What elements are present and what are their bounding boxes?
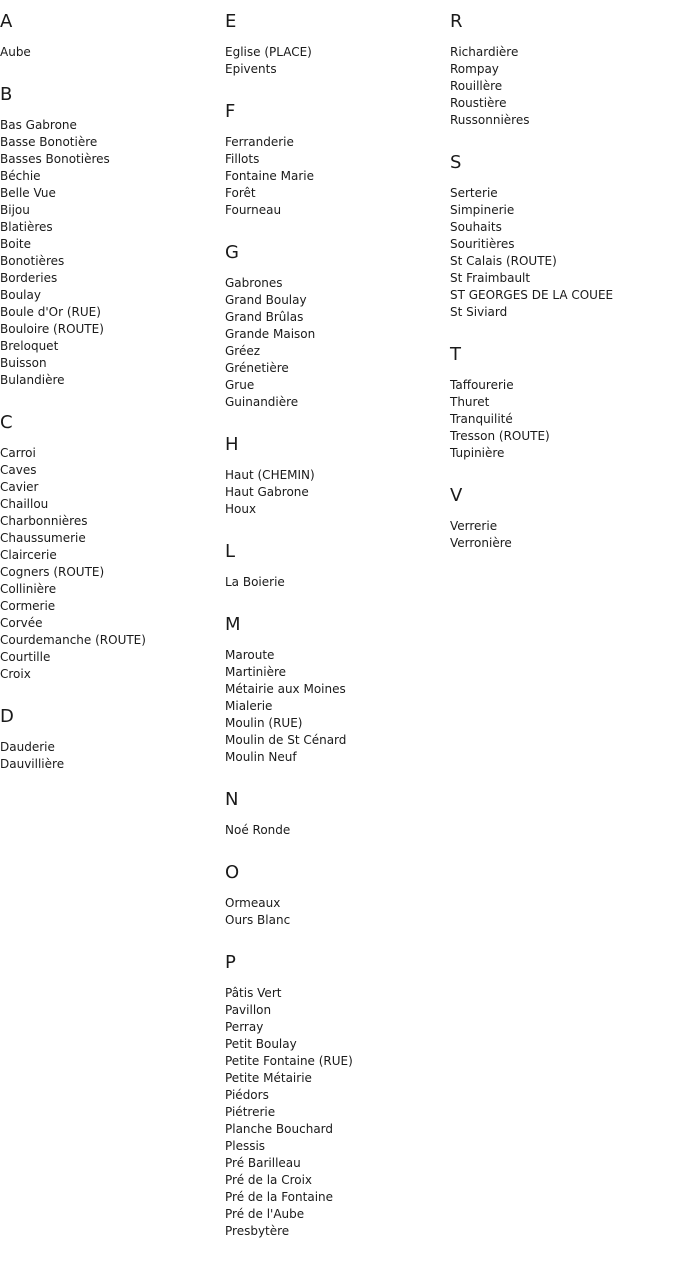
- street-name: Dauvillière: [0, 757, 65, 771]
- street-list: [225, 822, 445, 839]
- section-letter-heading: N: [225, 789, 239, 810]
- street-name: Grand Boulay: [225, 293, 307, 307]
- street-name: Presbytère: [225, 1224, 290, 1238]
- street-name: Basse Bonotière: [0, 135, 98, 149]
- street-name: Collinière: [0, 582, 57, 596]
- section-letter-heading: G: [225, 242, 239, 263]
- street-name: Rouillère: [450, 79, 503, 93]
- letter-section: [225, 613, 445, 766]
- street-list: [0, 117, 220, 389]
- street-name: Ours Blanc: [225, 913, 291, 927]
- street-name: Russonnières: [450, 113, 530, 127]
- letter-section: [450, 484, 670, 552]
- section-letter-heading: T: [450, 344, 461, 365]
- street-name: Rompay: [450, 62, 499, 76]
- street-name: Epivents: [225, 62, 277, 76]
- street-name: Boule d'Or (RUE): [0, 305, 101, 319]
- street-list: [225, 574, 445, 591]
- street-name: Bulandière: [0, 373, 65, 387]
- street-name: St Siviard: [450, 305, 508, 319]
- street-name: Moulin (RUE): [225, 716, 303, 730]
- street-name: Fontaine Marie: [225, 169, 314, 183]
- section-letter-heading: F: [225, 101, 236, 122]
- section-letter-heading: L: [225, 541, 236, 562]
- street-name: Boite: [0, 237, 31, 251]
- street-name: Borderies: [0, 271, 58, 285]
- street-name: Belle Vue: [0, 186, 56, 200]
- street-name: Fourneau: [225, 203, 282, 217]
- street-name: Pré de la Croix: [225, 1173, 313, 1187]
- street-name: Gréez: [225, 344, 261, 358]
- street-name: Taffourerie: [450, 378, 514, 392]
- street-name: ST GEORGES DE LA COUEE: [450, 288, 614, 302]
- street-name: Ferranderie: [225, 135, 294, 149]
- street-name: St Calais (ROUTE): [450, 254, 557, 268]
- section-letter-heading: H: [225, 434, 239, 455]
- street-name: Haut (CHEMIN): [225, 468, 315, 482]
- street-name: Chaussumerie: [0, 531, 86, 545]
- index-column-3: [450, 10, 670, 574]
- street-name: Fillots: [225, 152, 260, 166]
- letter-section: [0, 10, 220, 61]
- street-name: Petit Boulay: [225, 1037, 297, 1051]
- section-letter-heading: V: [450, 485, 463, 506]
- street-name: Béchie: [0, 169, 41, 183]
- street-name: Piétrerie: [225, 1105, 276, 1119]
- street-list: [225, 895, 445, 929]
- street-name: Pavillon: [225, 1003, 272, 1017]
- street-name: Maroute: [225, 648, 275, 662]
- street-list: [450, 44, 670, 129]
- section-letter-heading: M: [225, 614, 241, 635]
- street-name: Petite Métairie: [225, 1071, 312, 1085]
- street-list: [450, 185, 670, 321]
- street-name: Guinandière: [225, 395, 299, 409]
- street-name: Cavier: [0, 480, 39, 494]
- street-list: [225, 467, 445, 518]
- letter-section: [225, 100, 445, 219]
- section-letter-heading: E: [225, 11, 237, 32]
- street-name: Croix: [0, 667, 31, 681]
- street-name: Aube: [0, 45, 31, 59]
- street-name: Haut Gabrone: [225, 485, 309, 499]
- street-list: [0, 445, 220, 683]
- letter-section: [225, 433, 445, 518]
- street-name: Corvée: [0, 616, 43, 630]
- street-name: Perray: [225, 1020, 264, 1034]
- street-name: Courdemanche (ROUTE): [0, 633, 146, 647]
- street-name: Blatières: [0, 220, 53, 234]
- letter-section: [450, 10, 670, 129]
- street-name: Grande Maison: [225, 327, 316, 341]
- street-list: [450, 518, 670, 552]
- street-name: Petite Fontaine (RUE): [225, 1054, 353, 1068]
- street-name: Verronière: [450, 536, 512, 550]
- letter-section: [225, 241, 445, 411]
- street-name: Roustière: [450, 96, 507, 110]
- section-letter-heading: B: [0, 84, 13, 105]
- street-name: Bouloire (ROUTE): [0, 322, 104, 336]
- street-list: [0, 44, 220, 61]
- street-list: [225, 275, 445, 411]
- street-list: [225, 44, 445, 78]
- street-name: La Boierie: [225, 575, 285, 589]
- street-name: Martinière: [225, 665, 287, 679]
- street-list: [225, 985, 445, 1240]
- index-column-1: [0, 10, 220, 795]
- letter-section: [0, 83, 220, 389]
- street-list: [0, 739, 220, 773]
- street-name: St Fraimbault: [450, 271, 531, 285]
- street-name: Courtille: [0, 650, 51, 664]
- street-name: Gabrones: [225, 276, 283, 290]
- street-name: Bas Gabrone: [0, 118, 77, 132]
- street-name: Charbonnières: [0, 514, 88, 528]
- street-name: Richardière: [450, 45, 519, 59]
- letter-section: [225, 540, 445, 591]
- street-name: Tresson (ROUTE): [450, 429, 550, 443]
- street-name: Pré Barilleau: [225, 1156, 301, 1170]
- section-letter-heading: R: [450, 11, 463, 32]
- street-name: Buisson: [0, 356, 47, 370]
- street-name: Verrerie: [450, 519, 498, 533]
- street-name: Grénetière: [225, 361, 289, 375]
- index-column-2: [225, 10, 445, 1262]
- street-name: Houx: [225, 502, 257, 516]
- street-name: Tupinière: [450, 446, 505, 460]
- letter-section: [225, 10, 445, 78]
- street-name: Cogners (ROUTE): [0, 565, 105, 579]
- letter-section: [450, 343, 670, 462]
- street-name: Breloquet: [0, 339, 59, 353]
- letter-section: [0, 411, 220, 683]
- street-name: Noé Ronde: [225, 823, 291, 837]
- street-name: Ormeaux: [225, 896, 281, 910]
- letter-section: [0, 705, 220, 773]
- street-name: Piédors: [225, 1088, 269, 1102]
- street-name: Métairie aux Moines: [225, 682, 346, 696]
- street-name: Grue: [225, 378, 255, 392]
- street-name: Bijou: [0, 203, 30, 217]
- street-list: [450, 377, 670, 462]
- section-letter-heading: S: [450, 152, 462, 173]
- street-name: Souhaits: [450, 220, 502, 234]
- street-name: Basses Bonotières: [0, 152, 110, 166]
- street-name: Tranquilité: [450, 412, 513, 426]
- section-letter-heading: A: [0, 11, 13, 32]
- street-name: Grand Brûlas: [225, 310, 304, 324]
- letter-section: [225, 861, 445, 929]
- street-name: Simpinerie: [450, 203, 515, 217]
- street-name: Claircerie: [0, 548, 57, 562]
- street-list: [225, 647, 445, 766]
- street-name: Dauderie: [0, 740, 55, 754]
- street-name: Boulay: [0, 288, 41, 302]
- street-name: Pâtis Vert: [225, 986, 282, 1000]
- street-name: Chaillou: [0, 497, 49, 511]
- street-name: Moulin Neuf: [225, 750, 297, 764]
- section-letter-heading: P: [225, 952, 236, 973]
- street-name: Serterie: [450, 186, 498, 200]
- section-letter-heading: O: [225, 862, 240, 883]
- street-name: Pré de la Fontaine: [225, 1190, 334, 1204]
- street-name: Moulin de St Cénard: [225, 733, 347, 747]
- street-list: [225, 134, 445, 219]
- street-name: Planche Bouchard: [225, 1122, 334, 1136]
- street-name: Thuret: [450, 395, 490, 409]
- letter-section: [225, 788, 445, 839]
- street-name: Eglise (PLACE): [225, 45, 312, 59]
- street-name: Souritières: [450, 237, 515, 251]
- street-name: Plessis: [225, 1139, 266, 1153]
- section-letter-heading: C: [0, 412, 13, 433]
- street-name: Forêt: [225, 186, 256, 200]
- letter-section: [450, 151, 670, 321]
- street-name: Bonotières: [0, 254, 65, 268]
- section-letter-heading: D: [0, 706, 14, 727]
- street-name: Cormerie: [0, 599, 56, 613]
- street-name: Mialerie: [225, 699, 273, 713]
- street-name: Carroi: [0, 446, 36, 460]
- letter-section: [225, 951, 445, 1240]
- street-name: Pré de l'Aube: [225, 1207, 305, 1221]
- street-name: Caves: [0, 463, 37, 477]
